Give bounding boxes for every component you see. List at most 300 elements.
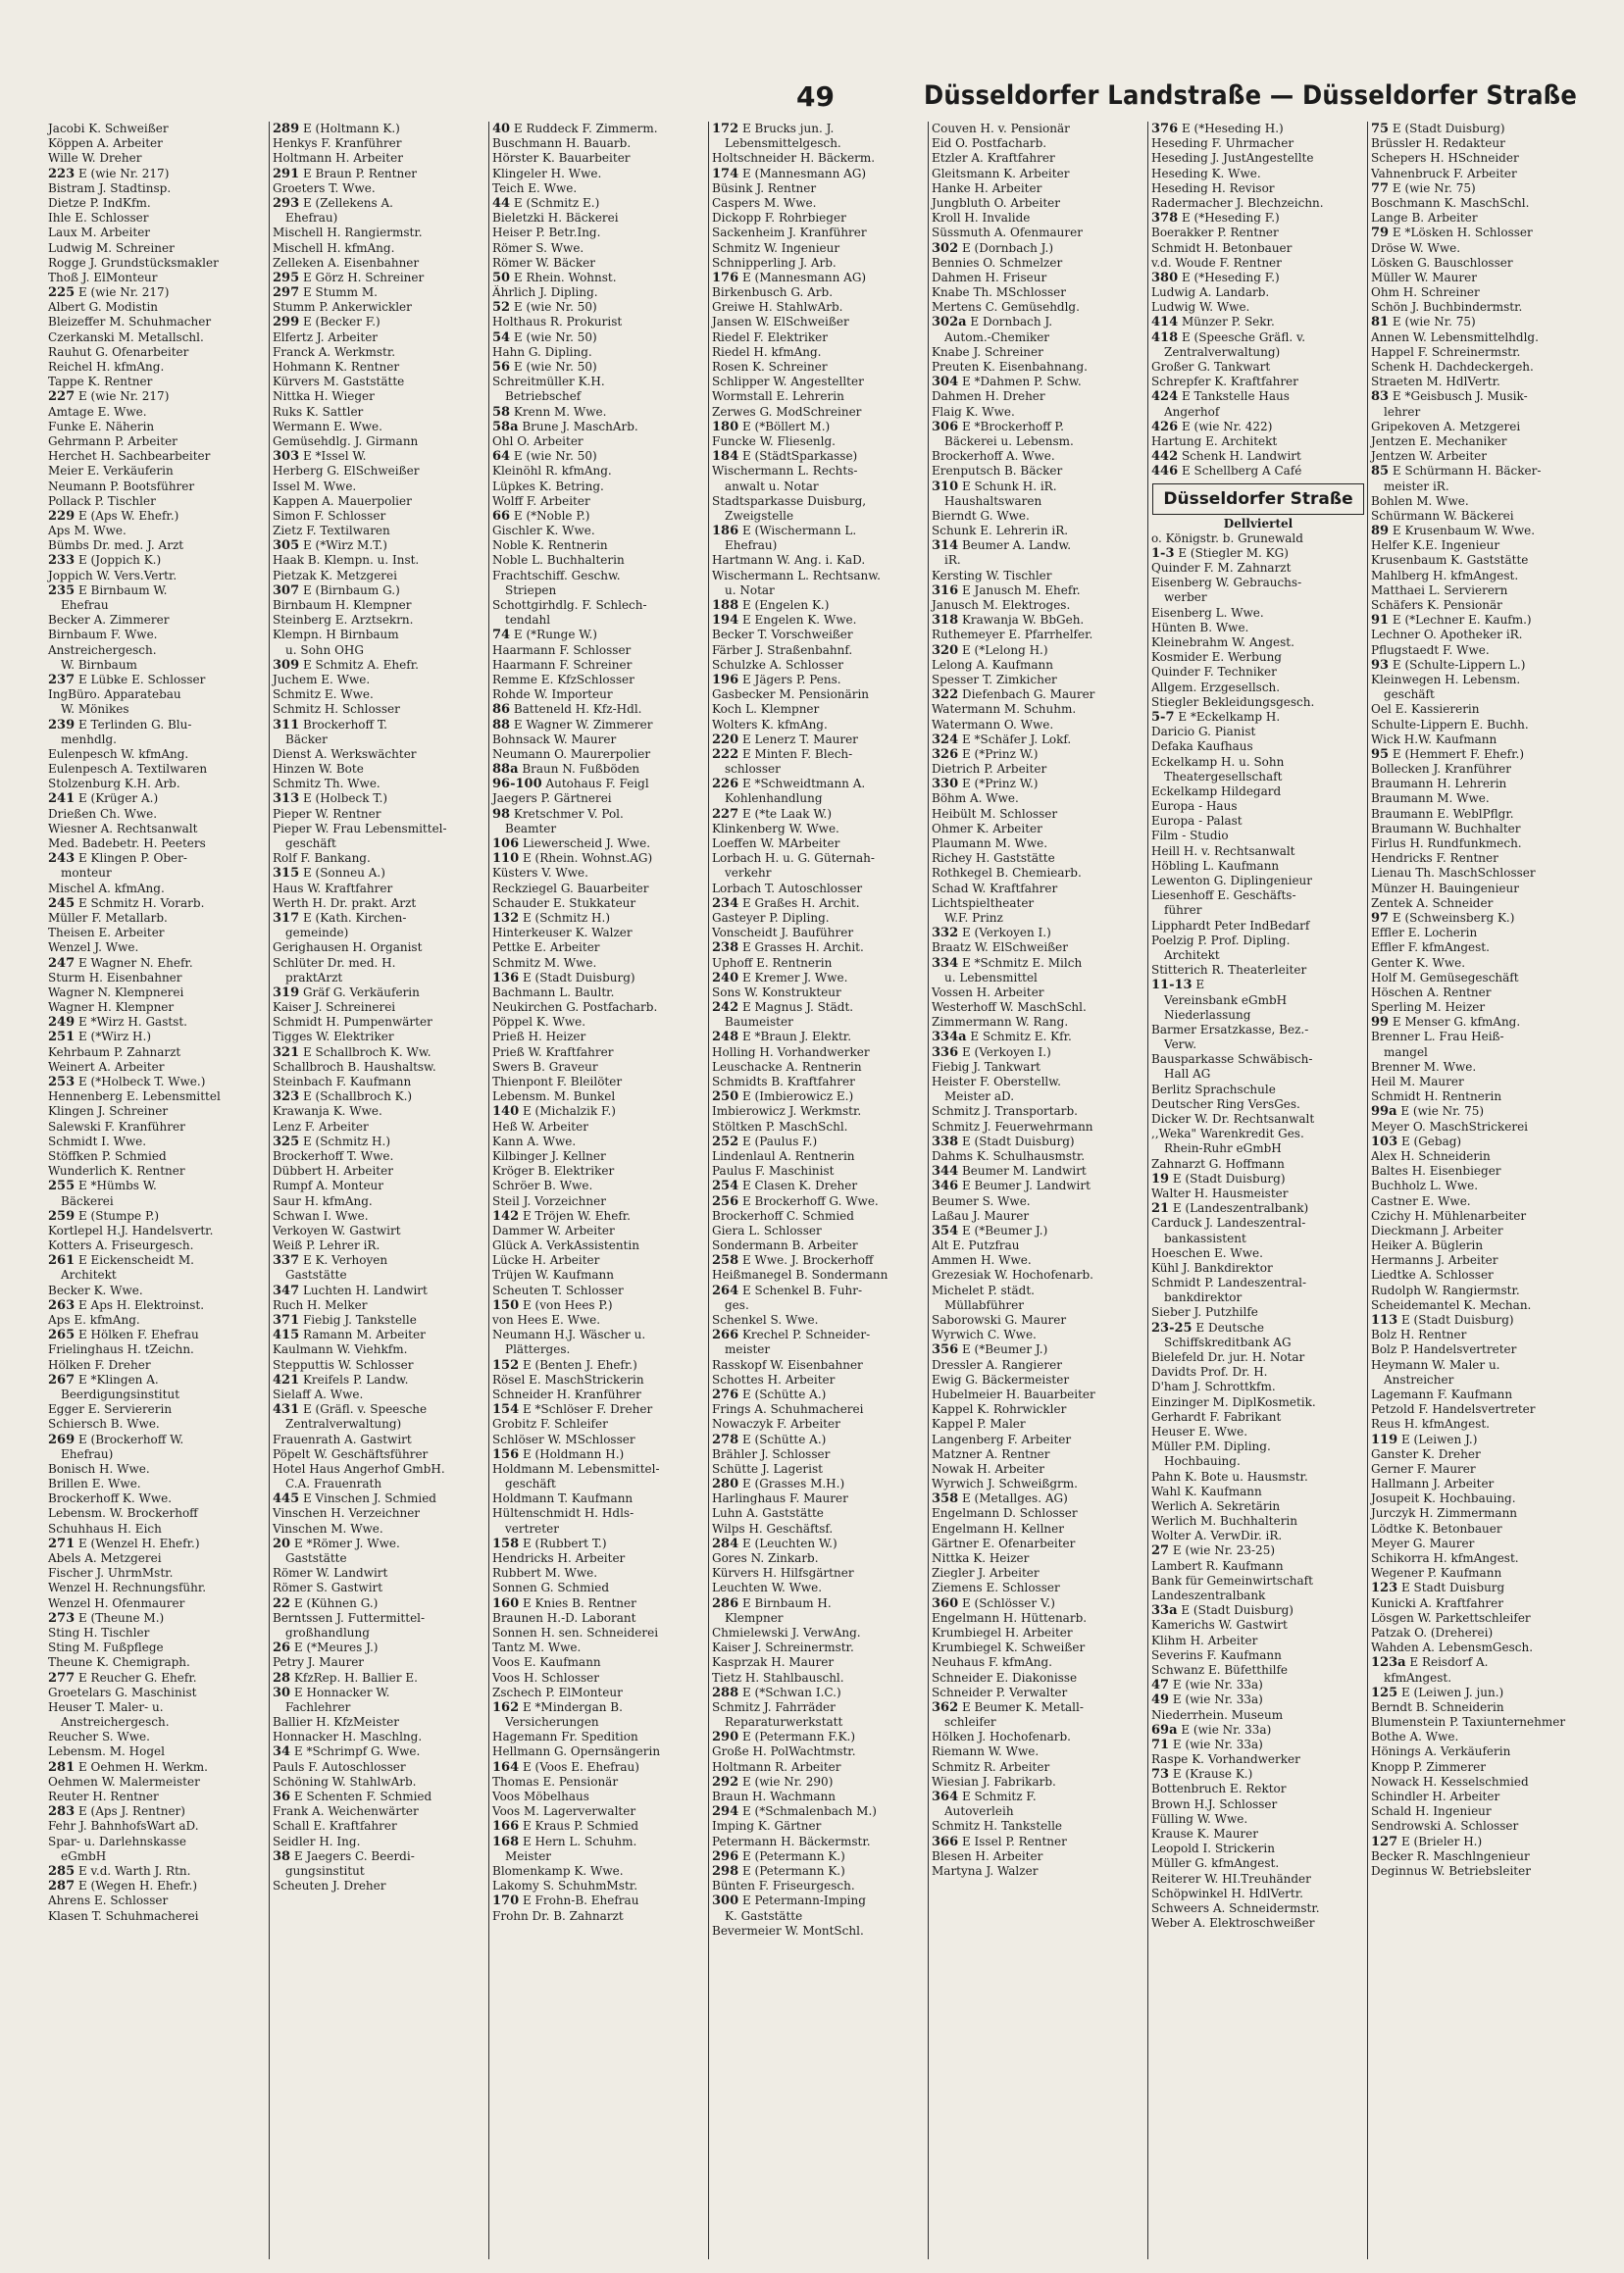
directory-entry: Gerighausen H. Organist [273,940,423,955]
directory-entry: Weber A. Elektroschweißer [1151,1916,1315,1931]
directory-entry: Gerner F. Maurer [1371,1461,1476,1476]
directory-entry: 446 E Schellberg A Café [1151,464,1302,480]
directory-entry: Buschmann H. Bauarb. [492,136,632,151]
directory-entry: Gores N. Zinkarb. [712,1551,819,1565]
directory-entry: Wegener P. Kaufmann [1371,1566,1502,1581]
directory-entry: Dickopp F. Rohrbieger [712,211,846,226]
directory-entry: Hölken F. Dreher [48,1357,151,1372]
directory-entry: 158 E (Rubbert T.) [492,1536,607,1551]
directory-entry: Radermacher J. Blechzeichn. [1151,195,1324,210]
directory-entry: Zschech P. ElMonteur [492,1685,623,1699]
directory-entry: Jentzen W. Arbeiter [1371,449,1487,464]
directory-entry: Küsters V. Wwe. [492,866,588,881]
directory-entry: Hohmann K. Rentner [273,360,400,374]
directory-entry: 311 Brockerhoff T. [273,717,387,732]
directory-entry: 54 E (wie Nr. 50) [492,329,597,345]
directory-entry: meister iR. [1384,479,1449,493]
directory-entry: Gischler K. Wwe. [492,524,595,538]
directory-entry: Sons W. Konstrukteur [712,985,841,999]
directory-entry: 295 E Görz H. Schreiner [273,270,425,285]
directory-entry: Schrepfer K. Kraftfahrer [1151,375,1298,389]
directory-entry: Schmidt H. Betonbauer [1151,240,1293,255]
directory-entry: Heuser E. Wwe. [1151,1424,1248,1439]
directory-entry: Etzler A. Kraftfahrer [932,151,1055,166]
directory-entry: Neumann H.J. Wäscher u. [492,1328,646,1342]
directory-entry: Alex H. Schneiderin [1371,1148,1491,1163]
directory-entry: Gleitsmann K. Arbeiter [932,166,1070,180]
directory-entry: Lipphardt Peter IndBedarf [1151,918,1310,933]
directory-entry: Kappel P. Maler [932,1417,1026,1432]
directory-entry: Schiffskreditbank AG [1164,1335,1292,1349]
directory-entry: Reucher S. Wwe. [48,1730,150,1744]
directory-entry: 89 E Krusenbaum W. Wwe. [1371,524,1536,539]
directory-entry: Riedel F. Elektriker [712,329,828,344]
directory-entry: Baumeister [725,1015,793,1030]
directory-entry: Davidts Prof. Dr. H. [1151,1365,1268,1380]
directory-entry: Egger E. Serviererin [48,1402,173,1417]
directory-column [1147,122,1368,2259]
directory-entry: 98 Kretschmer V. Pol. [492,806,624,822]
directory-entry: Saborowski G. Maurer [932,1313,1067,1327]
directory-entry: Liedtke A. Schlosser [1371,1268,1494,1283]
directory-entry: Jacobi K. Schweißer [48,122,169,135]
directory-entry: geschäft [285,836,336,850]
directory-entry: Schnipperling J. Arb. [712,255,837,270]
directory-entry: Pietzak K. Metzgerei [273,568,397,582]
directory-entry: Riedel H. kfmAng. [712,344,822,359]
directory-entry: Klihm H. Arbeiter [1151,1633,1258,1647]
directory-entry: Zentralverwaltung) [285,1417,402,1432]
directory-entry: Wolter A. VerwDir. iR. [1151,1529,1283,1543]
directory-entry: Eisenberg W. Gebrauchs- [1151,576,1302,590]
directory-entry: gemeinde) [285,926,349,940]
directory-entry: 86 Batteneld H. Kfz-Hdl. [492,702,642,718]
directory-entry: 71 E (wie Nr. 33a) [1151,1737,1263,1752]
directory-entry: Schmidts B. Kraftfahrer [712,1075,855,1088]
directory-entry: Haushaltswaren [944,493,1042,508]
directory-entry: 313 E (Holbeck T.) [273,791,388,807]
directory-entry: 238 E Grasses H. Archit. [712,940,864,956]
directory-entry: Pöppel K. Wwe. [492,1015,586,1030]
directory-entry: Heißmanegel B. Sondermann [712,1268,888,1283]
directory-entry: Haus W. Kraftfahrer [273,881,393,895]
directory-entry: Boschmann K. MaschSchl. [1371,195,1530,210]
directory-entry: Schmitz Th. Wwe. [273,777,381,791]
directory-entry: Vahnenbruck F. Arbeiter [1371,166,1517,180]
directory-entry: Firlus H. Rundfunkmech. [1371,836,1522,850]
directory-entry: 22 E (Kühnen G.) [273,1595,379,1611]
directory-entry: 424 E Tankstelle Haus [1151,389,1290,405]
directory-entry: Frings A. Schuhmacherei [712,1402,864,1417]
directory-entry: 142 E Tröjen W. Ehefr. [492,1208,631,1224]
directory-entry: 256 E Brockerhoff G. Wwe. [712,1193,879,1209]
directory-entry: Heseding J. JustAngestellte [1151,151,1314,166]
directory-entry: Eid O. Postfacharb. [932,136,1047,151]
directory-entry: Frohn Dr. B. Zahnarzt [492,1908,624,1923]
directory-entry: Gasbecker M. Pensionärin [712,687,870,702]
directory-entry: Pahn K. Bote u. Hausmstr. [1151,1469,1308,1484]
directory-entry: 284 E (Leuchten W.) [712,1536,837,1551]
directory-entry: Salewski F. Kranführer [48,1119,185,1134]
directory-entry: Dahmen H. Friseur [932,270,1047,284]
directory-entry: 150 E (von Hees P.) [492,1297,613,1313]
directory-entry: Groeters T. Wwe. [273,180,376,195]
directory-entry: K. Gaststätte [725,1908,803,1923]
directory-entry: Berntssen J. Futtermittel- [273,1610,426,1625]
directory-entry: Glück A. VerkAssistentin [492,1238,639,1253]
directory-entry: 225 E (wie Nr. 217) [48,285,170,301]
directory-entry: Dammer W. Arbeiter [492,1223,615,1238]
directory-entry: 259 E (Stumpe P.) [48,1208,160,1224]
directory-entry: Poelzig P. Prof. Dipling. [1151,933,1291,947]
directory-entry: 75 E (Stadt Duisburg) [1371,122,1505,136]
directory-entry: Schad W. Kraftfahrer [932,881,1058,895]
directory-entry: Brähler J. Schlosser [712,1446,831,1461]
directory-entry: 106 Liewerscheid J. Wwe. [492,836,651,851]
directory-entry: 309 E Schmitz A. Ehefr. [273,657,419,673]
directory-column [708,122,929,2259]
directory-entry: Knabe Th. MSchlosser [932,285,1066,300]
directory-entry: 30 E Honnacker W. [273,1685,390,1700]
directory-entry: Scheuten J. Dreher [273,1879,386,1894]
directory-entry: Vinschen M. Wwe. [273,1521,383,1536]
directory-entry: Frauenrath A. Gastwirt [273,1432,412,1446]
directory-entry: Remme E. KfzSchlosser [492,672,634,686]
directory-entry: Kaiser J. Schreinermstr. [712,1641,854,1655]
directory-entry: Lambert R. Kaufmann [1151,1558,1284,1573]
directory-entry: Knabe J. Schreiner [932,344,1043,359]
directory-entry: Krause K. Maurer [1151,1827,1258,1841]
directory-entry: meister [725,1342,771,1357]
directory-entry: Heseding F. Uhrmacher [1151,136,1294,151]
directory-entry: 414 Münzer P. Sekr. [1151,315,1275,330]
directory-entry: D'ham J. Schrottkfm. [1151,1380,1276,1394]
directory-entry: Schmitz H. Schlosser [273,702,400,717]
directory-entry: 240 E Kremer J. Wwe. [712,970,848,985]
directory-entry: 119 E (Leiwen J.) [1371,1432,1478,1447]
directory-entry: führer [1164,903,1202,918]
directory-entry: 330 E (*Prinz W.) [932,777,1039,792]
directory-entry: 293 E (Zellekens A. [273,195,393,211]
directory-entry: 271 E (Wenzel H. Ehefr.) [48,1536,200,1551]
directory-entry: Fülling W. Wwe. [1151,1811,1248,1826]
directory-entry: Jungbluth O. Arbeiter [932,195,1061,210]
directory-entry: Ziegler J. Arbeiter [932,1566,1040,1581]
directory-entry: Müller P.M. Dipling. [1151,1440,1271,1454]
directory-entry: Hünten B. Wwe. [1151,620,1249,634]
directory-entry: Bäckerei [61,1193,114,1208]
directory-entry: v.d. Woude F. Rentner [1151,255,1282,270]
directory-entry: Hotel Haus Angerhof GmbH. [273,1461,445,1476]
directory-entry: Weiß P. Lehrer iR. [273,1238,381,1253]
directory-entry: Braumann M. Wwe. [1371,791,1490,806]
directory-entry: Daricio G. Pianist [1151,725,1256,739]
directory-entry: 347 Luchten H. Landwirt [273,1283,428,1298]
directory-entry: Barmer Ersatzkasse, Bez.- [1151,1022,1309,1036]
directory-entry: Ewig G. Bäckermeister [932,1372,1070,1387]
directory-entry: Boerakker P. Rentner [1151,226,1279,240]
directory-entry: Sieber J. Putzhilfe [1151,1305,1258,1320]
directory-entry: Klingen J. Schreiner [48,1104,169,1119]
directory-entry: Berlitz Sprachschule [1151,1082,1276,1096]
directory-entry: Schmidt H. Pumpenwärter [273,1015,432,1030]
directory-entry: 123 E Stadt Duisburg [1371,1581,1505,1596]
directory-entry: 164 E (Voos E. Ehefrau) [492,1759,639,1775]
directory-entry: Heil M. Maurer [1371,1075,1464,1088]
directory-entry: Knopp P. Zimmerer [1371,1759,1486,1774]
directory-entry: Stitterich R. Theaterleiter [1151,963,1307,978]
directory-entry: Thoß J. ElMonteur [48,270,158,284]
district-heading: Dellviertel [1223,516,1294,530]
directory-entry: Köppen A. Arbeiter [48,136,163,151]
directory-entry: Kaiser J. Schreinerei [273,1000,396,1015]
directory-entry: schlosser [725,762,781,777]
directory-entry: Bollecken J. Kranführer [1371,762,1512,777]
directory-entry: Braumann W. Buchhalter [1371,821,1521,835]
directory-entry: 233 E (Joppich K.) [48,553,162,569]
directory-entry: Quinder F. M. Zahnarzt [1151,561,1292,576]
directory-entry: Paulus F. Maschinist [712,1164,835,1179]
directory-entry: Verw. [1164,1037,1197,1052]
directory-entry: Eckelkamp Hildegard [1151,783,1282,798]
directory-entry: Römer W. Bäcker [492,255,595,270]
directory-entry: Schmidt H. Rentnerin [1371,1089,1502,1104]
directory-entry: bankassistent [1164,1231,1246,1245]
directory-entry: 58 Krenn M. Wwe. [492,404,607,420]
directory-entry: Schmitz M. Wwe. [492,955,597,970]
directory-entry: ges. [725,1297,749,1312]
directory-entry: Kappel K. Rohrwickler [932,1402,1067,1417]
directory-entry: Prieß W. Kraftfahrer [492,1044,614,1059]
directory-entry: 20 E *Römer J. Wwe. [273,1536,400,1551]
directory-entry: Hagemann Fr. Spedition [492,1730,638,1744]
directory-entry: Kappen A. Mauerpolier [273,493,412,508]
directory-entry: 319 Gräf G. Verkäuferin [273,985,420,1000]
directory-entry: Lagemann F. Kaufmann [1371,1387,1513,1401]
directory-entry: 27 E (wie Nr. 23-25) [1151,1543,1276,1559]
directory-entry: Henkys F. Kranführer [273,136,402,151]
directory-entry: Blumenstein P. Taxiunternehmer [1371,1715,1566,1730]
directory-entry: Wilps H. Geschäftsf. [712,1521,834,1536]
directory-entry: Birnbaum F. Wwe. [48,628,158,642]
directory-entry: Hültenschmidt H. Hdls- [492,1506,634,1521]
directory-entry: Niederlassung [1164,1007,1251,1022]
directory-entry: Laßau J. Maurer [932,1208,1030,1223]
directory-entry: 162 E *Mindergan B. [492,1699,623,1715]
directory-entry: Dicker W. Dr. Rechtsanwalt [1151,1112,1315,1126]
directory-entry: Schwan I. Wwe. [273,1208,369,1223]
directory-entry: eGmbH [61,1848,107,1863]
directory-entry: Langenberg F. Arbeiter [932,1432,1072,1446]
directory-entry: Bevermeier W. MontSchl. [712,1923,864,1938]
directory-entry: Scheuten T. Schlosser [492,1283,624,1297]
directory-entry: Uphoff E. Rentnerin [712,955,833,970]
directory-entry: Effler F. kfmAngest. [1371,940,1490,955]
directory-entry: Meier E. Verkäuferin [48,464,174,479]
directory-entry: Pettke E. Arbeiter [492,940,600,955]
directory-entry: 263 E Aps H. Elektroinst. [48,1297,205,1313]
directory-entry: Becker A. Zimmerer [48,613,170,628]
directory-entry: 38 E Jaegers C. Beerdi- [273,1848,415,1864]
directory-entry: Kürvers M. Gaststätte [273,375,405,389]
directory-entry: 154 E *Schlöser F. Dreher [492,1402,653,1418]
directory-entry: Heß W. Arbeiter [492,1119,588,1134]
directory-entry: Braun H. Wachmann [712,1790,836,1803]
directory-entry: Schäfers K. Pensionär [1371,598,1502,612]
directory-entry: Herberg G. ElSchweißer [273,464,420,479]
directory-entry: Leuchten W. Wwe. [712,1581,823,1595]
directory-entry: Allgem. Erzgesellsch. [1151,680,1281,694]
directory-entry: C.A. Frauenrath [285,1477,382,1491]
directory-entry: Neumann O. Maurerpolier [492,746,651,761]
directory-entry: 287 E (Wegen H. Ehefr.) [48,1879,198,1894]
directory-entry: Dahms K. Schulhausmstr. [932,1148,1086,1163]
directory-entry: Dietze P. IndKfm. [48,195,151,210]
directory-entry: Gasteyer P. Dipling. [712,910,830,925]
directory-entry: Schunk E. Lehrerin iR. [932,524,1069,538]
directory-entry: 176 E (Mannesmann AG) [712,270,867,285]
directory-entry: Bausparkasse Schwäbisch- [1151,1052,1313,1067]
directory-entry: 261 E Eickenscheidt M. [48,1253,194,1269]
directory-entry: Oel E. Kassiererin [1371,702,1480,717]
directory-entry: Genter K. Wwe. [1371,955,1466,970]
directory-entry: Spesser T. Zimkicher [932,672,1057,686]
directory-entry: 242 E Magnus J. Städt. [712,1000,854,1016]
directory-entry: Gaststätte [285,1551,347,1565]
directory-entry: Stöltken P. MaschSchl. [712,1119,848,1134]
directory-entry: Schauder E. Stukkateur [492,895,636,910]
directory-entry: Rubbert M. Wwe. [492,1566,598,1581]
directory-entry: 332 E (Verkoyen I.) [932,926,1051,941]
directory-entry: Vinschen H. Verzeichner [273,1506,421,1521]
directory-entry: Ahrens E. Schlosser [48,1894,169,1908]
directory-entry: Rasskopf W. Eisenbahner [712,1357,863,1372]
directory-entry: 170 E Frohn-B. Ehefrau [492,1894,639,1909]
directory-entry: Aps M. Wwe. [48,524,127,538]
directory-entry: Couven H. v. Pensionär [932,122,1070,135]
directory-entry: Niederrhein. Museum [1151,1707,1284,1722]
directory-entry: Baltes H. Eisenbieger [1371,1164,1501,1179]
directory-entry: 123a E Reisdorf A. [1371,1655,1489,1671]
directory-entry: Holdmann T. Kaufmann [492,1491,634,1506]
directory-entry: Bümbs Dr. med. J. Arzt [48,538,184,553]
directory-entry: Nowack H. Kesselschmied [1371,1774,1529,1789]
directory-entry: Schepers H. HSchneider [1371,151,1519,166]
directory-entry: Simon F. Schlosser [273,508,386,523]
directory-entry: Schottgirhdlg. F. Schlech- [492,598,647,612]
directory-entry: Helfer K.E. Ingenieur [1371,538,1500,553]
directory-entry: Nowaczyk F. Arbeiter [712,1417,840,1432]
directory-entry: Hartung E. Architekt [1151,433,1278,448]
directory-entry: Rauhut G. Ofenarbeiter [48,344,189,359]
directory-entry: Jurczyk H. Zimmermann [1371,1506,1518,1521]
directory-entry: Angerhof [1164,404,1220,419]
directory-entry: Stumm P. Ankerwickler [273,300,412,315]
directory-entry: Kehrbaum P. Zahnarzt [48,1044,181,1059]
directory-entry: Holtschneider H. Bäckerm. [712,151,876,166]
directory-entry: Berndt B. Schneiderin [1371,1699,1504,1714]
directory-entry: Weinert A. Arbeiter [48,1059,165,1074]
directory-entry: 184 E (StädtSparkasse) [712,449,858,465]
directory-entry: Film - Studio [1151,829,1229,843]
directory-entry: 286 E Birnbaum H. [712,1595,832,1611]
directory-entry: Lelong A. Kaufmann [932,657,1053,672]
directory-entry: Grobitz F. Schleifer [492,1417,608,1432]
directory-entry: Fachlehrer [285,1699,351,1714]
directory-entry: 289 E (Holtmann K.) [273,122,400,136]
directory-entry: tendahl [505,613,551,628]
directory-entry: Bieletzki H. Bäckerei [492,211,619,226]
directory-entry: 252 E (Paulus F.) [712,1134,818,1149]
directory-entry: Schikorra H. kfmAngest. [1371,1551,1519,1565]
directory-entry: ,,Weka" Warenkredit Ges. [1151,1127,1304,1141]
directory-entry: Pflugstaedt F. Wwe. [1371,642,1490,657]
directory-entry: 136 E (Stadt Duisburg) [492,970,635,985]
directory-entry: 250 E (Imbierowicz E.) [712,1089,854,1105]
directory-column [488,122,709,2259]
directory-entry: Reus H. kfmAngest. [1371,1417,1490,1432]
directory-entry: Noble K. Rentnerin [492,538,608,553]
directory-entry: Schmitz H. Tankstelle [932,1819,1063,1834]
directory-entry: Funke E. Näherin [48,419,155,433]
directory-entry: Herchet H. Sachbearbeiter [48,449,211,464]
directory-entry: Schwanz E. Büfetthilfe [1151,1662,1289,1677]
directory-entry: Wyrwich J. Schweißgrm. [932,1477,1078,1491]
directory-entry: 74 E (*Runge W.) [492,628,597,643]
directory-entry: Wunderlich K. Rentner [48,1164,185,1179]
directory-entry: Seidler H. Ing. [273,1834,361,1848]
directory-entry: Holling H. Vorhandwerker [712,1044,870,1059]
directory-entry: 88a Braun N. Fußböden [492,762,640,778]
directory-entry: Preuten K. Eisenbahnang. [932,360,1088,374]
directory-entry: Voos M. Lagerverwalter [492,1804,636,1819]
directory-entry: 356 E (*Beumer J.) [932,1342,1048,1358]
directory-entry: Greiwe H. StahlwArb. [712,300,843,315]
directory-entry: Brown H.J. Schlosser [1151,1796,1278,1811]
directory-entry: Schulzke A. Schlosser [712,657,843,672]
directory-entry: menhdlg. [61,732,117,746]
directory-entry: Josupeit K. Hochbauing. [1371,1491,1516,1506]
directory-entry: 294 E (*Schmalenbach M.) [712,1804,877,1820]
directory-entry: Schottes H. Arbeiter [712,1372,836,1387]
directory-entry: Giera L. Schlosser [712,1223,822,1238]
directory-entry: Imbierowicz J. Werkmstr. [712,1104,862,1119]
directory-entry: u. Sohn OHG [285,642,364,657]
directory-entry: Jentzen E. Mechaniker [1371,433,1507,448]
directory-entry: 255 E *Hümbs W. [48,1179,157,1194]
directory-entry: Reichel H. kfmAng. [48,360,165,374]
directory-entry: 358 E (Metallges. AG) [932,1491,1068,1507]
directory-entry: Bottenbruch E. Rektor [1151,1782,1287,1796]
directory-entry: Caspers M. Wwe. [712,195,817,210]
directory-entry: Birnbaum H. Klempner [273,598,412,612]
directory-entry: Heymann W. Maler u. [1371,1357,1500,1372]
directory-entry: Versicherungen [505,1715,599,1730]
directory-entry: Vereinsbank eGmbH [1164,992,1288,1007]
directory-entry: Dübbert H. Arbeiter [273,1164,393,1179]
directory-entry: IngBüro. Apparatebau [48,687,181,702]
directory-entry: 91 E (*Lechner E. Kaufm.) [1371,613,1532,629]
directory-entry: Heiker A. Büglerin [1371,1238,1484,1253]
directory-entry: Heiser P. Betr.Ing. [492,226,601,240]
directory-entry: 47 E (wie Nr. 33a) [1151,1678,1263,1693]
directory-entry: Römer S. Gastwirt [273,1581,383,1595]
directory-entry: 132 E (Schmitz H.) [492,910,611,926]
directory-entry: Voos Möbelhaus [492,1790,589,1803]
directory-entry: 380 E (*Heseding F.) [1151,270,1280,285]
directory-entry: Ruthemeyer E. Pfarrhelfer. [932,628,1093,642]
directory-entry: 227 E (wie Nr. 217) [48,389,170,405]
